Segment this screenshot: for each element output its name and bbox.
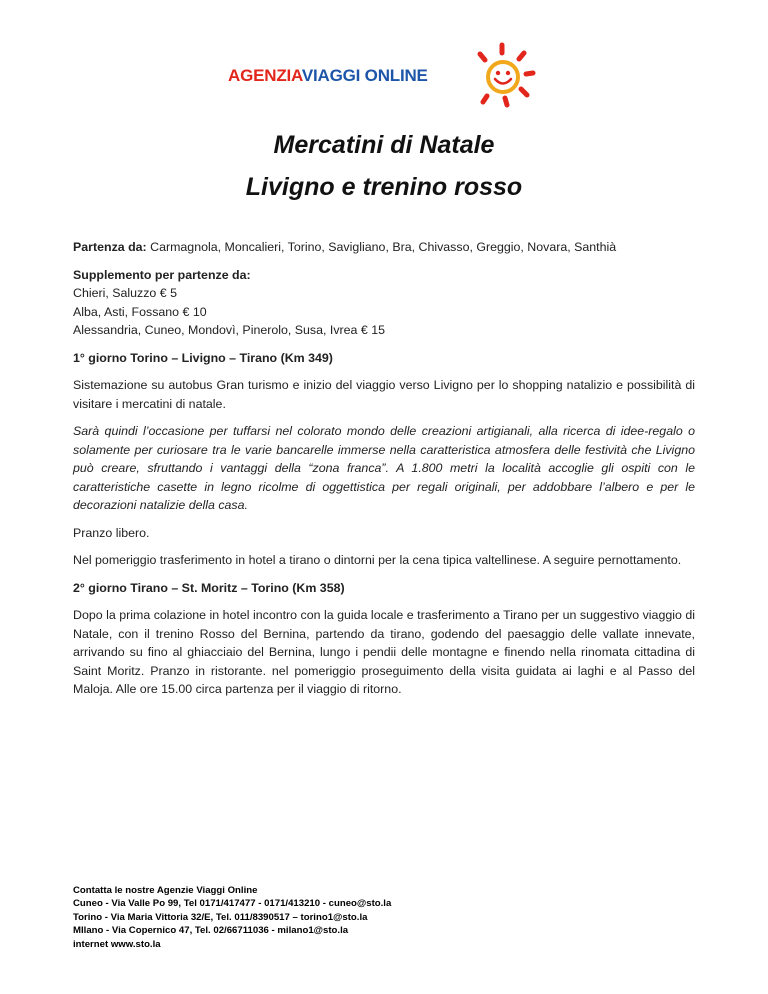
- departure-text: Carmagnola, Moncalieri, Torino, Savigliano, Bra, Chivasso, Greggio, Novara, Santhià: [146, 240, 617, 254]
- day2-heading: [73, 579, 695, 598]
- supplement-line: Alessandria, Cuneo, Mondovì, Pinerolo, Susa, Ivrea € 15: [73, 323, 386, 337]
- page-title-line1: Mercatini di Natale: [273, 131, 495, 159]
- day2-paragraph-1: Dopo la prima colazione in hotel incontro con la guida locale e trasferimento a Tirano per un suggestivo viaggio di Natale, con il trenino Rosso del Bernina, partendo da tirano, godendo del paesaggio delle vallate innevate, arrivando su fino al ghiacciaio del Bernina, lungo i pendii delle montagne e finendo nella rinomata cittadina di Saint Moritz. Pranzo in ristorante. nel pomeriggio proseguimento della visita guidata ai laghi e al Passo del Maloja. Alle ore 15.00 circa partenza per il viaggio di ritorno.: [73, 608, 695, 696]
- day1-paragraph-1: Sistemazione su autobus Gran turismo e inizio del viaggio verso Livigno per lo shopping natalizio e possibilità di visitare i mercatini di natale.: [73, 378, 695, 411]
- day1-heading-text: 1° giorno Torino – Livigno – Tirano (Km 349): [73, 350, 333, 365]
- day2-heading-text: 2° giorno Tirano – St. Moritz – Torino (Km 358): [73, 580, 345, 595]
- footer-line: Cuneo - Via Valle Po 99, Tel 0171/417477 - 0171/413210 - cuneo@sto.la: [73, 898, 392, 910]
- departure-paragraph: [73, 238, 695, 257]
- footer-line: Torino - Via Maria Vittoria 32/E, Tel. 011/8390517 – torino1@sto.la: [73, 911, 368, 923]
- sun-smiley-icon: [466, 42, 538, 110]
- page-title-line2: Livigno e trenino rosso: [245, 173, 523, 201]
- logo-text: [228, 66, 428, 86]
- logo-text-blue: VIAGGI ONLINE: [301, 66, 428, 85]
- supplement-block: [73, 266, 695, 340]
- supplement-label: Supplemento per partenze da:: [73, 267, 251, 282]
- supplement-line: Chieri, Saluzzo € 5: [73, 286, 177, 300]
- itinerary-content: [73, 238, 695, 708]
- day1-paragraph-2: Sarà quindi l’occasione per tuffarsi nel colorato mondo delle creazioni artigianali, alla ricerca di idee-regalo o solamente per curiosare tra le varie bancarelle immerse nella caratteristica atmosfera delle festività che Livigno può creare, sfruttando i vantaggi della “zona franca”. A 1.800 metri la località accoglie gli ospiti con le caratteristiche casette in legno ricolme di oggettistica per regali originali, per addobbare l’albero e per le decorazioni natalizie della casa.: [73, 424, 695, 512]
- day1-paragraph-3: Pranzo libero.: [73, 525, 150, 540]
- contact-footer: [73, 884, 391, 951]
- footer-line: Contatta le nostre Agenzie Viaggi Online: [73, 885, 258, 896]
- agency-logo: [228, 42, 548, 112]
- departure-label: Partenza da:: [73, 240, 147, 254]
- footer-line: MIlano - Via Copernico 47, Tel. 02/66711036 - milano1@sto.la: [73, 925, 349, 937]
- footer-line: internet www.sto.la: [73, 938, 161, 950]
- day1-heading: [73, 349, 695, 368]
- day1-paragraph-4: Nel pomeriggio trasferimento in hotel a tirano o dintorni per la cena tipica valtellinese. A seguire pernottamento.: [73, 553, 682, 567]
- supplement-line: Alba, Asti, Fossano € 10: [73, 304, 207, 319]
- logo-text-red: AGENZIA: [228, 66, 302, 85]
